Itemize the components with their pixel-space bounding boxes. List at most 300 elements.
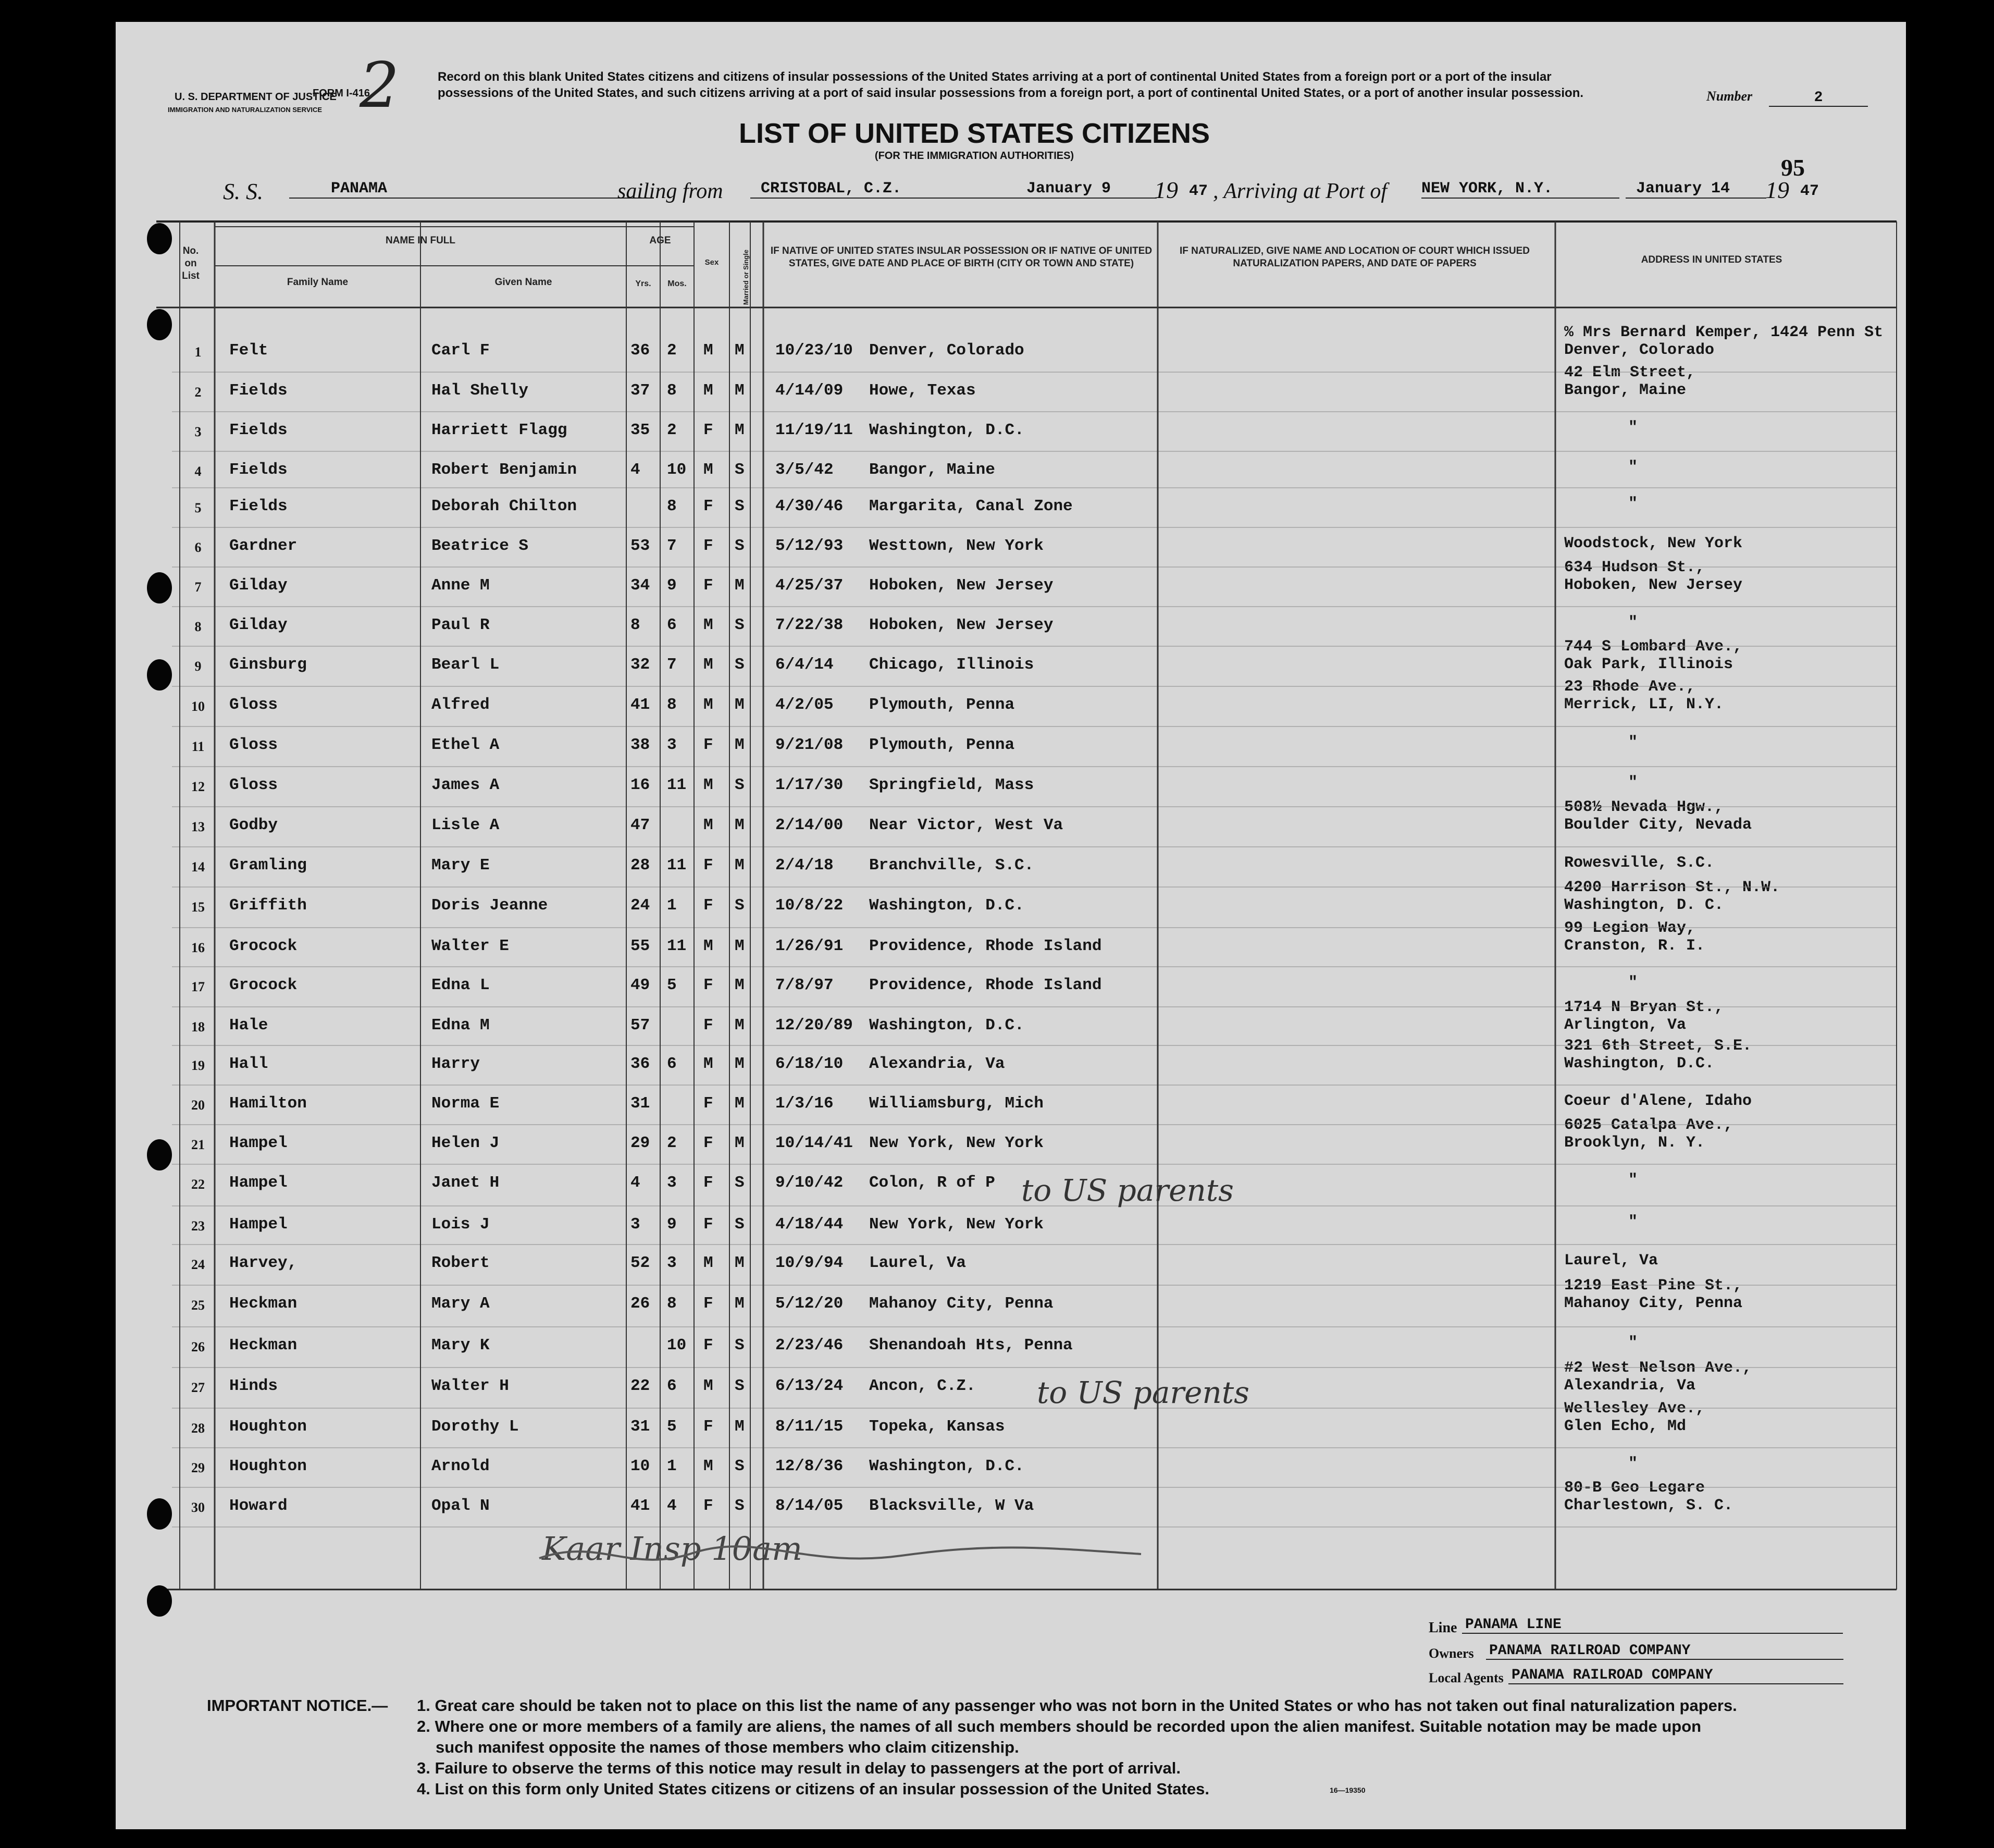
- cell-place: Near Victor, West Va: [869, 816, 1063, 834]
- cell-yrs: 55: [630, 937, 650, 955]
- cell-place: Hoboken, New Jersey: [869, 576, 1054, 595]
- cell-yrs: 32: [630, 656, 650, 674]
- cell-given: Bearl L: [431, 656, 500, 674]
- cell-given: Mary E: [431, 856, 490, 874]
- cell-ms: M: [735, 736, 745, 754]
- cell-given: Robert: [431, 1254, 490, 1272]
- cell-dob: 12/8/36: [775, 1457, 844, 1475]
- binder-hole-icon: [147, 659, 172, 691]
- cell-place: Hoboken, New Jersey: [869, 616, 1054, 634]
- cell-family: Hale: [229, 1016, 268, 1034]
- col-header-birth: IF NATIVE OF UNITED STATES INSULAR POSSESSION OR IF NATIVE OF UNITED STATES, GIVE DATE AND PLACE OF BIRTH (CITY OR TOWN AND STATE): [770, 245, 1153, 269]
- cell-dob: 4/14/09: [775, 381, 844, 400]
- address-line-1: 6025 Catalpa Ave.,: [1564, 1116, 1733, 1134]
- cell-mos: 8: [667, 497, 677, 515]
- cell-mos: 6: [667, 1055, 677, 1073]
- col-header-yrs: Yrs.: [635, 279, 651, 288]
- arriving-label: , Arriving at Port of: [1213, 179, 1388, 203]
- cell-ms: S: [735, 1377, 745, 1395]
- cell-sex: F: [703, 736, 713, 754]
- cell-address: [1628, 974, 1638, 992]
- cell-address: [1564, 798, 1752, 834]
- cell-family: Gardner: [229, 537, 298, 555]
- cell-sex: F: [703, 1336, 713, 1354]
- cell-place: Laurel, Va: [869, 1254, 967, 1272]
- cell-mos: 11: [667, 937, 687, 955]
- address-line-1: 1714 N Bryan St.,: [1564, 999, 1724, 1016]
- cell-yrs: 47: [630, 816, 650, 834]
- col-header-sex: Sex: [704, 258, 719, 267]
- cell-no: 18: [191, 1019, 205, 1034]
- cell-address: [1564, 854, 1714, 872]
- cell-mos: 9: [667, 576, 677, 595]
- cell-yrs: 52: [630, 1254, 650, 1272]
- address-line-1: ": [1628, 734, 1638, 751]
- cell-family: Gloss: [229, 776, 278, 794]
- cell-ms: M: [735, 381, 745, 400]
- cell-dob: 2/23/46: [775, 1336, 844, 1354]
- cell-dob: 4/2/05: [775, 696, 834, 714]
- cell-sex: F: [703, 1215, 713, 1234]
- cell-no: 20: [191, 1098, 205, 1113]
- print-code: 16—19350: [1330, 1786, 1366, 1794]
- cell-given: Paul R: [431, 616, 490, 634]
- list-subtitle: (FOR THE IMMIGRATION AUTHORITIES): [874, 150, 1074, 162]
- address-line-1: Wellesley Ave.,: [1564, 1400, 1705, 1418]
- cell-family: Ginsburg: [229, 656, 307, 674]
- cell-sex: M: [703, 341, 713, 360]
- col-header-given: Given Name: [494, 277, 552, 288]
- binder-hole-icon: [147, 223, 172, 254]
- cell-family: Hampel: [229, 1174, 288, 1192]
- cell-yrs: 31: [630, 1418, 650, 1436]
- cell-mos: 8: [667, 1295, 677, 1313]
- cell-place: Westtown, New York: [869, 537, 1044, 555]
- cell-ms: S: [735, 1457, 745, 1475]
- cell-sex: M: [703, 816, 713, 834]
- cell-sex: M: [703, 1377, 713, 1395]
- cell-yrs: 53: [630, 537, 650, 555]
- cell-ms: S: [735, 1215, 745, 1234]
- binder-hole-icon: [147, 572, 172, 603]
- cell-address: [1564, 1359, 1752, 1395]
- cell-place: Providence, Rhode Island: [869, 976, 1102, 994]
- cell-mos: 3: [667, 736, 677, 754]
- cell-mos: 8: [667, 696, 677, 714]
- cell-address: [1564, 879, 1780, 914]
- address-line-1: 99 Legion Way,: [1564, 919, 1696, 937]
- number-value: 2: [1769, 90, 1868, 107]
- cell-ms: S: [735, 461, 745, 479]
- cell-place: Howe, Texas: [869, 381, 976, 400]
- cell-yrs: 36: [630, 1055, 650, 1073]
- cell-family: Fields: [229, 381, 288, 400]
- cell-no: 12: [191, 779, 205, 794]
- cell-given: Walter E: [431, 937, 509, 955]
- cell-family: Houghton: [229, 1457, 307, 1475]
- number-label: Number: [1706, 89, 1753, 104]
- cell-mos: 9: [667, 1215, 677, 1234]
- cell-family: Harvey,: [229, 1254, 298, 1272]
- cell-yrs: 10: [630, 1457, 650, 1475]
- cell-ms: M: [735, 1295, 745, 1313]
- address-line-1: 1219 East Pine St.,: [1564, 1277, 1743, 1295]
- cell-yrs: 22: [630, 1377, 650, 1395]
- cell-place: Alexandria, Va: [869, 1055, 1005, 1073]
- cell-sex: F: [703, 856, 713, 874]
- cell-address: [1564, 324, 1883, 359]
- cell-mos: 4: [667, 1497, 677, 1515]
- cell-given: Dorothy L: [431, 1418, 519, 1436]
- cell-dob: 7/8/97: [775, 976, 834, 994]
- cell-address: [1628, 774, 1638, 792]
- cell-place: Washington, D.C.: [869, 421, 1024, 439]
- cell-ms: M: [735, 1016, 745, 1034]
- cell-dob: 2/4/18: [775, 856, 834, 874]
- notice-3: 3. Failure to observe the terms of this notice may result in delay to passengers at the port of arrival.: [417, 1759, 1181, 1777]
- cell-mos: 3: [667, 1254, 677, 1272]
- cell-address: [1564, 535, 1742, 552]
- cell-sex: F: [703, 576, 713, 595]
- cell-ms: S: [735, 896, 745, 915]
- cell-given: Janet H: [431, 1174, 500, 1192]
- cell-sex: M: [703, 656, 713, 674]
- cell-no: 28: [191, 1421, 205, 1436]
- address-line-1: ": [1628, 419, 1638, 437]
- cell-dob: 10/14/41: [775, 1134, 853, 1152]
- cell-family: Heckman: [229, 1336, 298, 1354]
- cell-sex: F: [703, 1295, 713, 1313]
- cell-place: Springfield, Mass: [869, 776, 1034, 794]
- cell-no: 9: [194, 659, 202, 674]
- cell-sex: F: [703, 976, 713, 994]
- cell-yrs: 4: [630, 1174, 640, 1192]
- address-line-1: 321 6th Street, S.E.: [1564, 1037, 1752, 1055]
- cell-given: Robert Benjamin: [431, 461, 577, 479]
- address-line-2: Cranston, R. I.: [1564, 937, 1705, 955]
- cell-no: 10: [191, 699, 205, 714]
- cell-dob: 10/9/94: [775, 1254, 844, 1272]
- cell-address: [1564, 678, 1724, 713]
- cell-dob: 8/11/15: [775, 1418, 844, 1436]
- cell-place: Bangor, Maine: [869, 461, 995, 479]
- cell-ms: M: [735, 816, 745, 834]
- cell-dob: 9/21/08: [775, 736, 844, 754]
- cell-dob: 8/14/05: [775, 1497, 844, 1515]
- cell-ms: M: [735, 1418, 745, 1436]
- cell-yrs: 41: [630, 696, 650, 714]
- address-line-1: ": [1628, 1334, 1638, 1352]
- cell-mos: 11: [667, 776, 687, 794]
- cell-ms: S: [735, 1174, 745, 1192]
- cell-given: James A: [431, 776, 500, 794]
- cell-place: Mahanoy City, Penna: [869, 1295, 1054, 1313]
- cell-place: New York, New York: [869, 1215, 1044, 1234]
- address-line-1: Laurel, Va: [1564, 1252, 1658, 1270]
- cell-ms: M: [735, 576, 745, 595]
- cell-no: 17: [191, 979, 205, 994]
- cell-yrs: 36: [630, 341, 650, 360]
- cell-dob: 2/14/00: [775, 816, 844, 834]
- cell-given: Deborah Chilton: [431, 497, 577, 515]
- arriving-year-prefix: 19: [1765, 177, 1789, 203]
- cell-family: Hall: [229, 1055, 268, 1073]
- cell-no: 26: [191, 1339, 205, 1354]
- sailing-year: 47: [1189, 182, 1208, 200]
- cell-mos: 10: [667, 1336, 687, 1354]
- address-line-2: Hoboken, New Jersey: [1564, 576, 1743, 594]
- col-header-name-in-full: NAME IN FULL: [385, 235, 456, 246]
- cell-no: 2: [194, 385, 202, 400]
- binder-hole-icon: [147, 1498, 172, 1530]
- cell-sex: F: [703, 1418, 713, 1436]
- cell-sex: F: [703, 1094, 713, 1113]
- cell-mos: 7: [667, 656, 677, 674]
- cell-address: [1564, 919, 1705, 955]
- cell-yrs: 16: [630, 776, 650, 794]
- cell-sex: F: [703, 421, 713, 439]
- cell-no: 7: [194, 580, 202, 595]
- cell-family: Gloss: [229, 696, 278, 714]
- cell-mos: 6: [667, 1377, 677, 1395]
- cell-address: [1564, 1277, 1742, 1312]
- address-line-1: % Mrs Bernard Kemper, 1424 Penn St: [1564, 324, 1884, 341]
- department-name: U. S. DEPARTMENT OF JUSTICE: [175, 91, 337, 103]
- cell-no: 22: [191, 1177, 205, 1192]
- inspector-signature: Kaar Insp 10am: [542, 1530, 802, 1568]
- cell-no: 16: [191, 940, 205, 955]
- address-line-2: Merrick, LI, N.Y.: [1564, 696, 1724, 713]
- address-line-2: Oak Park, Illinois: [1564, 656, 1733, 673]
- cell-ms: S: [735, 1336, 745, 1354]
- col-header-married: Married or Single: [742, 249, 750, 305]
- address-line-1: ": [1628, 495, 1638, 513]
- cell-dob: 10/23/10: [775, 341, 853, 360]
- cell-no: 6: [194, 540, 202, 555]
- cell-family: Griffith: [229, 896, 307, 915]
- cell-place: Plymouth, Penna: [869, 736, 1015, 754]
- cell-address: [1628, 614, 1638, 632]
- cell-given: Harriett Flagg: [431, 421, 567, 439]
- cell-mos: 7: [667, 537, 677, 555]
- cell-ms: M: [735, 1254, 745, 1272]
- cell-ms: S: [735, 776, 745, 794]
- cell-family: Gilday: [229, 616, 288, 634]
- cell-mos: 1: [667, 1457, 677, 1475]
- address-line-1: #2 West Nelson Ave.,: [1564, 1359, 1752, 1377]
- cell-dob: 5/12/93: [775, 537, 844, 555]
- cell-sex: M: [703, 1254, 713, 1272]
- cell-mos: 5: [667, 1418, 677, 1436]
- cell-address: [1628, 495, 1638, 513]
- cell-dob: 4/25/37: [775, 576, 844, 595]
- cell-place: Denver, Colorado: [869, 341, 1024, 360]
- address-line-1: ": [1628, 459, 1638, 476]
- address-line-2: Brooklyn, N. Y.: [1564, 1134, 1705, 1152]
- notice-title: IMPORTANT NOTICE.—: [207, 1696, 388, 1715]
- address-line-2: Arlington, Va: [1564, 1016, 1687, 1034]
- cell-yrs: 35: [630, 421, 650, 439]
- cell-mos: 2: [667, 1134, 677, 1152]
- cell-given: Alfred: [431, 696, 490, 714]
- address-line-1: 508½ Nevada Hgw.,: [1564, 798, 1724, 816]
- address-line-2: Washington, D. C.: [1564, 896, 1724, 914]
- cell-mos: 8: [667, 381, 677, 400]
- cell-family: Gramling: [229, 856, 307, 874]
- cell-ms: S: [735, 656, 745, 674]
- cell-address: [1628, 734, 1638, 751]
- cell-sex: F: [703, 1016, 713, 1034]
- col-header-naturalized: IF NATURALIZED, GIVE NAME AND LOCATION OF COURT WHICH ISSUED NATURALIZATION PAPERS, AND DATE OF PAPERS: [1179, 245, 1530, 269]
- cell-family: Fields: [229, 497, 288, 515]
- cell-ms: M: [735, 856, 745, 874]
- notice-4: 4. List on this form only United States citizens or citizens of an insular possession of the United States.: [417, 1780, 1209, 1798]
- cell-dob: 1/26/91: [775, 937, 844, 955]
- cell-ms: M: [735, 1055, 745, 1073]
- cell-ms: S: [735, 497, 745, 515]
- cell-yrs: 57: [630, 1016, 650, 1034]
- cell-no: 3: [194, 424, 202, 439]
- cell-address: [1564, 1037, 1752, 1073]
- notice-1: 1. Great care should be taken not to place on this list the name of any passenger who was not born in the United States or who has not taken out final naturalization papers.: [417, 1696, 1737, 1715]
- cell-address: [1628, 1334, 1638, 1352]
- cell-given: Hal Shelly: [431, 381, 529, 400]
- cell-given: Opal N: [431, 1497, 490, 1515]
- cell-address: [1564, 999, 1724, 1034]
- cell-sex: M: [703, 1055, 713, 1073]
- cell-family: Hampel: [229, 1215, 288, 1234]
- sailing-label: sailing from: [617, 179, 723, 203]
- cell-given: Arnold: [431, 1457, 490, 1475]
- address-line-2: Mahanoy City, Penna: [1564, 1295, 1743, 1312]
- cell-place: Williamsburg, Mich: [869, 1094, 1044, 1113]
- cell-given: Mary A: [431, 1295, 490, 1313]
- cell-family: Grocock: [229, 976, 298, 994]
- cell-place: Washington, D.C.: [869, 896, 1024, 915]
- handwritten-page-mark: 2: [360, 50, 400, 122]
- cell-place: Washington, D.C.: [869, 1016, 1024, 1034]
- cell-dob: 6/13/24: [775, 1377, 844, 1395]
- cell-given: Carl F: [431, 341, 490, 360]
- ss-label: S. S.: [223, 179, 263, 204]
- cell-mos: 1: [667, 896, 677, 915]
- cell-family: Houghton: [229, 1418, 307, 1436]
- cell-no: 29: [191, 1460, 205, 1475]
- cell-given: Lisle A: [431, 816, 500, 834]
- address-line-2: Alexandria, Va: [1564, 1377, 1696, 1395]
- cell-ms: S: [735, 1497, 745, 1515]
- cell-place: Blacksville, W Va: [869, 1497, 1034, 1515]
- cell-place: Chicago, Illinois: [869, 656, 1034, 674]
- cell-family: Godby: [229, 816, 278, 834]
- cell-given: Lois J: [431, 1215, 490, 1234]
- arriving-port: NEW YORK, N.Y.: [1421, 180, 1619, 199]
- cell-dob: 4/30/46: [775, 497, 844, 515]
- cell-no: 13: [191, 819, 205, 834]
- cell-family: Grocock: [229, 937, 298, 955]
- cell-address: [1564, 559, 1742, 594]
- address-line-1: Rowesville, S.C.: [1564, 854, 1715, 872]
- cell-sex: F: [703, 497, 713, 515]
- ship-name: PANAMA: [289, 180, 654, 199]
- cell-family: Hampel: [229, 1134, 288, 1152]
- cell-dob: 11/19/11: [775, 421, 853, 439]
- cell-ms: M: [735, 341, 745, 360]
- cell-place: Ancon, C.Z.: [869, 1377, 976, 1395]
- cell-place: Branchville, S.C.: [869, 856, 1034, 874]
- cell-mos: 3: [667, 1174, 677, 1192]
- cell-address: [1628, 419, 1638, 437]
- cell-address: [1564, 1252, 1658, 1270]
- cell-yrs: 28: [630, 856, 650, 874]
- cell-yrs: 24: [630, 896, 650, 915]
- agents-label: Local Agents: [1429, 1670, 1504, 1685]
- cell-sex: M: [703, 1457, 713, 1475]
- cell-no: 19: [191, 1058, 205, 1073]
- address-line-2: Bangor, Maine: [1564, 381, 1687, 399]
- arriving-year: 47: [1800, 182, 1819, 200]
- list-title: LIST OF UNITED STATES CITIZENS: [739, 118, 1210, 149]
- address-line-1: ": [1628, 1455, 1638, 1473]
- cell-address: [1564, 1116, 1733, 1152]
- service-name: IMMIGRATION AND NATURALIZATION SERVICE: [168, 106, 323, 114]
- cell-place: Margarita, Canal Zone: [869, 497, 1073, 515]
- cell-address: [1564, 1400, 1705, 1435]
- cell-yrs: 8: [630, 616, 640, 634]
- cell-sex: M: [703, 937, 713, 955]
- cell-dob: 10/8/22: [775, 896, 844, 915]
- cell-no: 27: [191, 1380, 205, 1395]
- cell-yrs: 26: [630, 1295, 650, 1313]
- cell-mos: 2: [667, 421, 677, 439]
- cell-dob: 9/10/42: [775, 1174, 844, 1192]
- cell-family: Howard: [229, 1497, 288, 1515]
- annotation-row-22: to US parents: [1021, 1173, 1234, 1208]
- cell-no: 14: [191, 859, 205, 874]
- cell-address: [1628, 1455, 1638, 1473]
- cell-yrs: 31: [630, 1094, 650, 1113]
- cell-sex: F: [703, 1174, 713, 1192]
- cell-family: Fields: [229, 421, 288, 439]
- cell-family: Felt: [229, 341, 268, 360]
- cell-yrs: 4: [630, 461, 640, 479]
- cell-sex: F: [703, 1134, 713, 1152]
- line-value: PANAMA LINE: [1462, 1617, 1843, 1634]
- stamp-number: 95: [1781, 154, 1805, 181]
- owners-label: Owners: [1429, 1646, 1474, 1661]
- cell-sex: M: [703, 461, 713, 479]
- cell-dob: 4/18/44: [775, 1215, 844, 1234]
- cell-family: Gloss: [229, 736, 278, 754]
- cell-no: 21: [191, 1137, 205, 1152]
- address-line-1: 634 Hudson St.,: [1564, 559, 1705, 576]
- form-instructions: Record on this blank United States citizens and citizens of insular possessions of the United States arriving at a port of continental United States from a foreign port or a port of the insular possessions of the United States, and such citizens arriving at a port of said insular possessions from a foreign port, a port of continental United States, or a port of another insular possession.: [438, 70, 1584, 100]
- cell-ms: M: [735, 976, 745, 994]
- cell-address: [1628, 459, 1638, 476]
- binder-hole-icon: [147, 1585, 172, 1617]
- cell-place: Washington, D.C.: [869, 1457, 1024, 1475]
- col-header-mos: Mos.: [667, 279, 687, 288]
- cell-no: 8: [194, 619, 202, 634]
- cell-ms: S: [735, 616, 745, 634]
- address-line-1: Woodstock, New York: [1564, 535, 1743, 552]
- cell-given: Anne M: [431, 576, 490, 595]
- address-line-1: ": [1628, 974, 1638, 992]
- cell-yrs: 34: [630, 576, 650, 595]
- signature-flourish: [537, 1527, 1162, 1579]
- cell-dob: 6/4/14: [775, 656, 834, 674]
- arriving-date: January 14: [1626, 180, 1766, 199]
